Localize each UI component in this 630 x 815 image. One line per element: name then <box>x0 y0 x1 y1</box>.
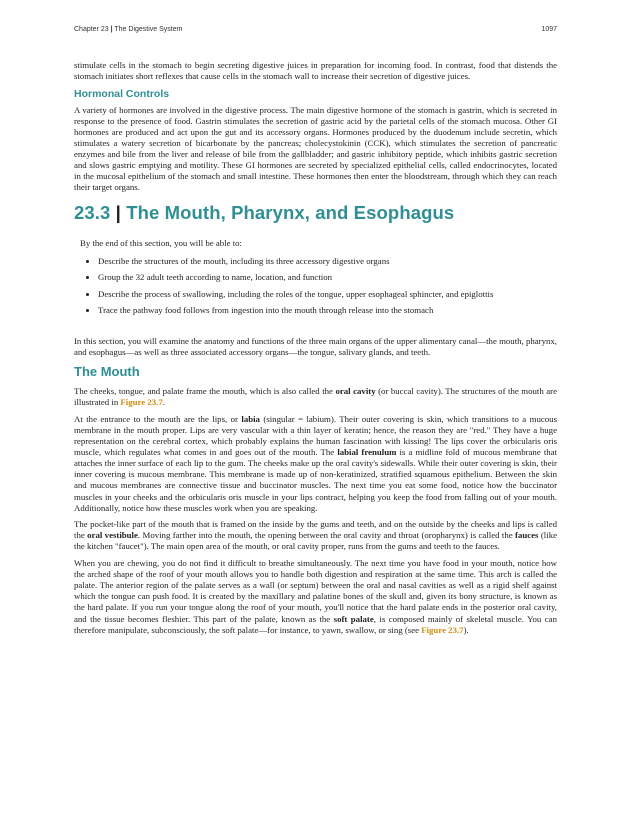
running-header <box>74 26 557 33</box>
section-number: 23.3 <box>74 202 111 224</box>
figure-23-7-link[interactable]: Figure 23.7 <box>421 624 464 635</box>
objectives-intro: By the end of this section, you will be able to: <box>80 238 242 249</box>
term-labia: labia <box>241 413 260 424</box>
term-oral-vestibule: oral vestibule <box>87 530 138 541</box>
section-separator: | <box>110 202 127 224</box>
mouth-paragraph-1: The cheeks, tongue, and palate frame the mouth, which is also called the oral cavity (or buccal cavity). The structures of the mouth are illustrated in Figure 23.7. <box>74 386 557 408</box>
mouth-paragraph-4: When you are chewing, you do not find it difficult to breathe simultaneously. The next time you have food in your mouth, notice how the arched shape of the roof of your mouth allows you to handle both digestion and respiration at the same time. This arch is called the palate. The anterior region of the palate serves as a wall (or septum) between the oral and nasal cavities as well as a rigid shelf against which the tongue can push food. It is created by the maxillary and palatine bones of the skull and, given its bony structure, is known as the hard palate. If you run your tongue along the roof of your mouth, you'll notice that the hard palate ends in the posterior oral cavity, and the tissue becomes fleshier. This part of the palate, known as the soft palate, is composed mainly of skeletal muscle. You can therefore manipulate, subconsciously, the soft palate—for instance, to yawn, swallow, or sing (see Figure 23.7). <box>74 558 557 635</box>
objective-item: • Describe the structures of the mouth, including its three accessory digestive organs <box>98 256 557 267</box>
term-oral-cavity: oral cavity <box>335 386 376 397</box>
mouth-paragraph-2: At the entrance to the mouth are the lips, or labia (singular = labium). Their outer covering is skin, which transitions to a mucous membrane in the mouth proper. Lips are very vascular with a thin layer of keratin; hence, the reason they are "red." They have a huge representation on the cerebral cortex, which probably explains the human fascination with kissing! The lips cover the orbicularis oris muscle, which regulates what comes in and goes out of the mouth. The labial frenulum is a midline fold of mucous membrane that attaches the inner surface of each lip to the gum. The cheeks make up the oral cavity's sidewalls. While their outer covering is skin, their inner covering is mucous membrane. This membrane is made up of non-keratinized, stratified squamous epithelium. Between the skin and mucous membranes are connective tissue and buccinator muscles. The next time you eat some food, notice how the buccinator muscles in your cheeks and the orbicularis oris muscle in your lips contract, helping you keep the food from falling out of your mouth. Additionally, notice how these muscles work when you are speaking. <box>74 413 558 513</box>
section-title-text: The Mouth, Pharynx, and Esophagus <box>126 202 455 224</box>
mouth-paragraph-3: The pocket-like part of the mouth that is framed on the inside by the gums and teeth, and on the outside by the cheeks and lips is called the oral vestibule. Moving farther into the mouth, the opening between the oral cavity and throat (oropharynx) is called the fauces (like the kitchen "faucet"). The main open area of the mouth, or oral cavity proper, runs from the gums and teeth to the fauces. <box>74 519 557 552</box>
objective-item: • Trace the pathway food follows from ingestion into the mouth through release into the stomach <box>98 305 557 316</box>
figure-23-7-link[interactable]: Figure 23.7 <box>120 397 163 408</box>
chapter-label: Chapter 23 | The Digestive System <box>74 26 183 33</box>
page-number: 1097 <box>541 26 557 33</box>
section-title <box>74 202 557 224</box>
section-intro-paragraph: In this section, you will examine the anatomy and functions of the three main organs of the upper alimentary canal—the mouth, pharynx, and esophagus—as well as three associated accessory organs—the tongue, salivary glands, and teeth. <box>74 336 557 358</box>
objective-item: • Group the 32 adult teeth according to name, location, and function <box>98 272 557 283</box>
objective-item: • Describe the process of swallowing, including the roles of the tongue, upper esophageal sphincter, and epiglottis <box>98 289 557 300</box>
hormonal-controls-heading: Hormonal Controls <box>74 87 170 100</box>
the-mouth-heading: The Mouth <box>74 364 140 380</box>
paragraph-continued: stimulate cells in the stomach to begin secreting digestive juices in preparation for incoming food. In contrast, food that distends the stomach initiates short reflexes that cause cells in the stomach wall to increase their secretion of digestive juices. <box>74 60 557 82</box>
term-soft-palate: soft palate <box>333 613 374 624</box>
hormonal-controls-paragraph: A variety of hormones are involved in the digestive process. The main digestive hormone of the stomach is gastrin, which is secreted in response to the presence of food. Gastrin stimulates the secretion of gastric acid by the parietal cells of the stomach mucosa. Other GI hormones are produced and act upon the gut and its accessory organs. Hormones produced by the duodenum include secretin, which stimulates a watery secretion of bicarbonate by the pancreas; cholecystokinin (CCK), which stimulates the secretion of pancreatic enzymes and bile from the liver and release of bile from the gallbladder; and gastric inhibitory peptide, which inhibits gastric secretion and slows gastric emptying and motility. These GI hormones are secreted by specialized epithelial cells, called endocrinocytes, located in the mucosal epithelium of the stomach and small intestine. These hormones then enter the bloodstream, through which they can reach their target organs. <box>74 104 557 193</box>
objectives-list <box>80 256 557 317</box>
term-fauces: fauces <box>515 530 539 541</box>
page-body <box>74 60 557 641</box>
term-labial-frenulum: labial frenulum <box>337 447 397 458</box>
learning-objectives <box>80 238 557 316</box>
